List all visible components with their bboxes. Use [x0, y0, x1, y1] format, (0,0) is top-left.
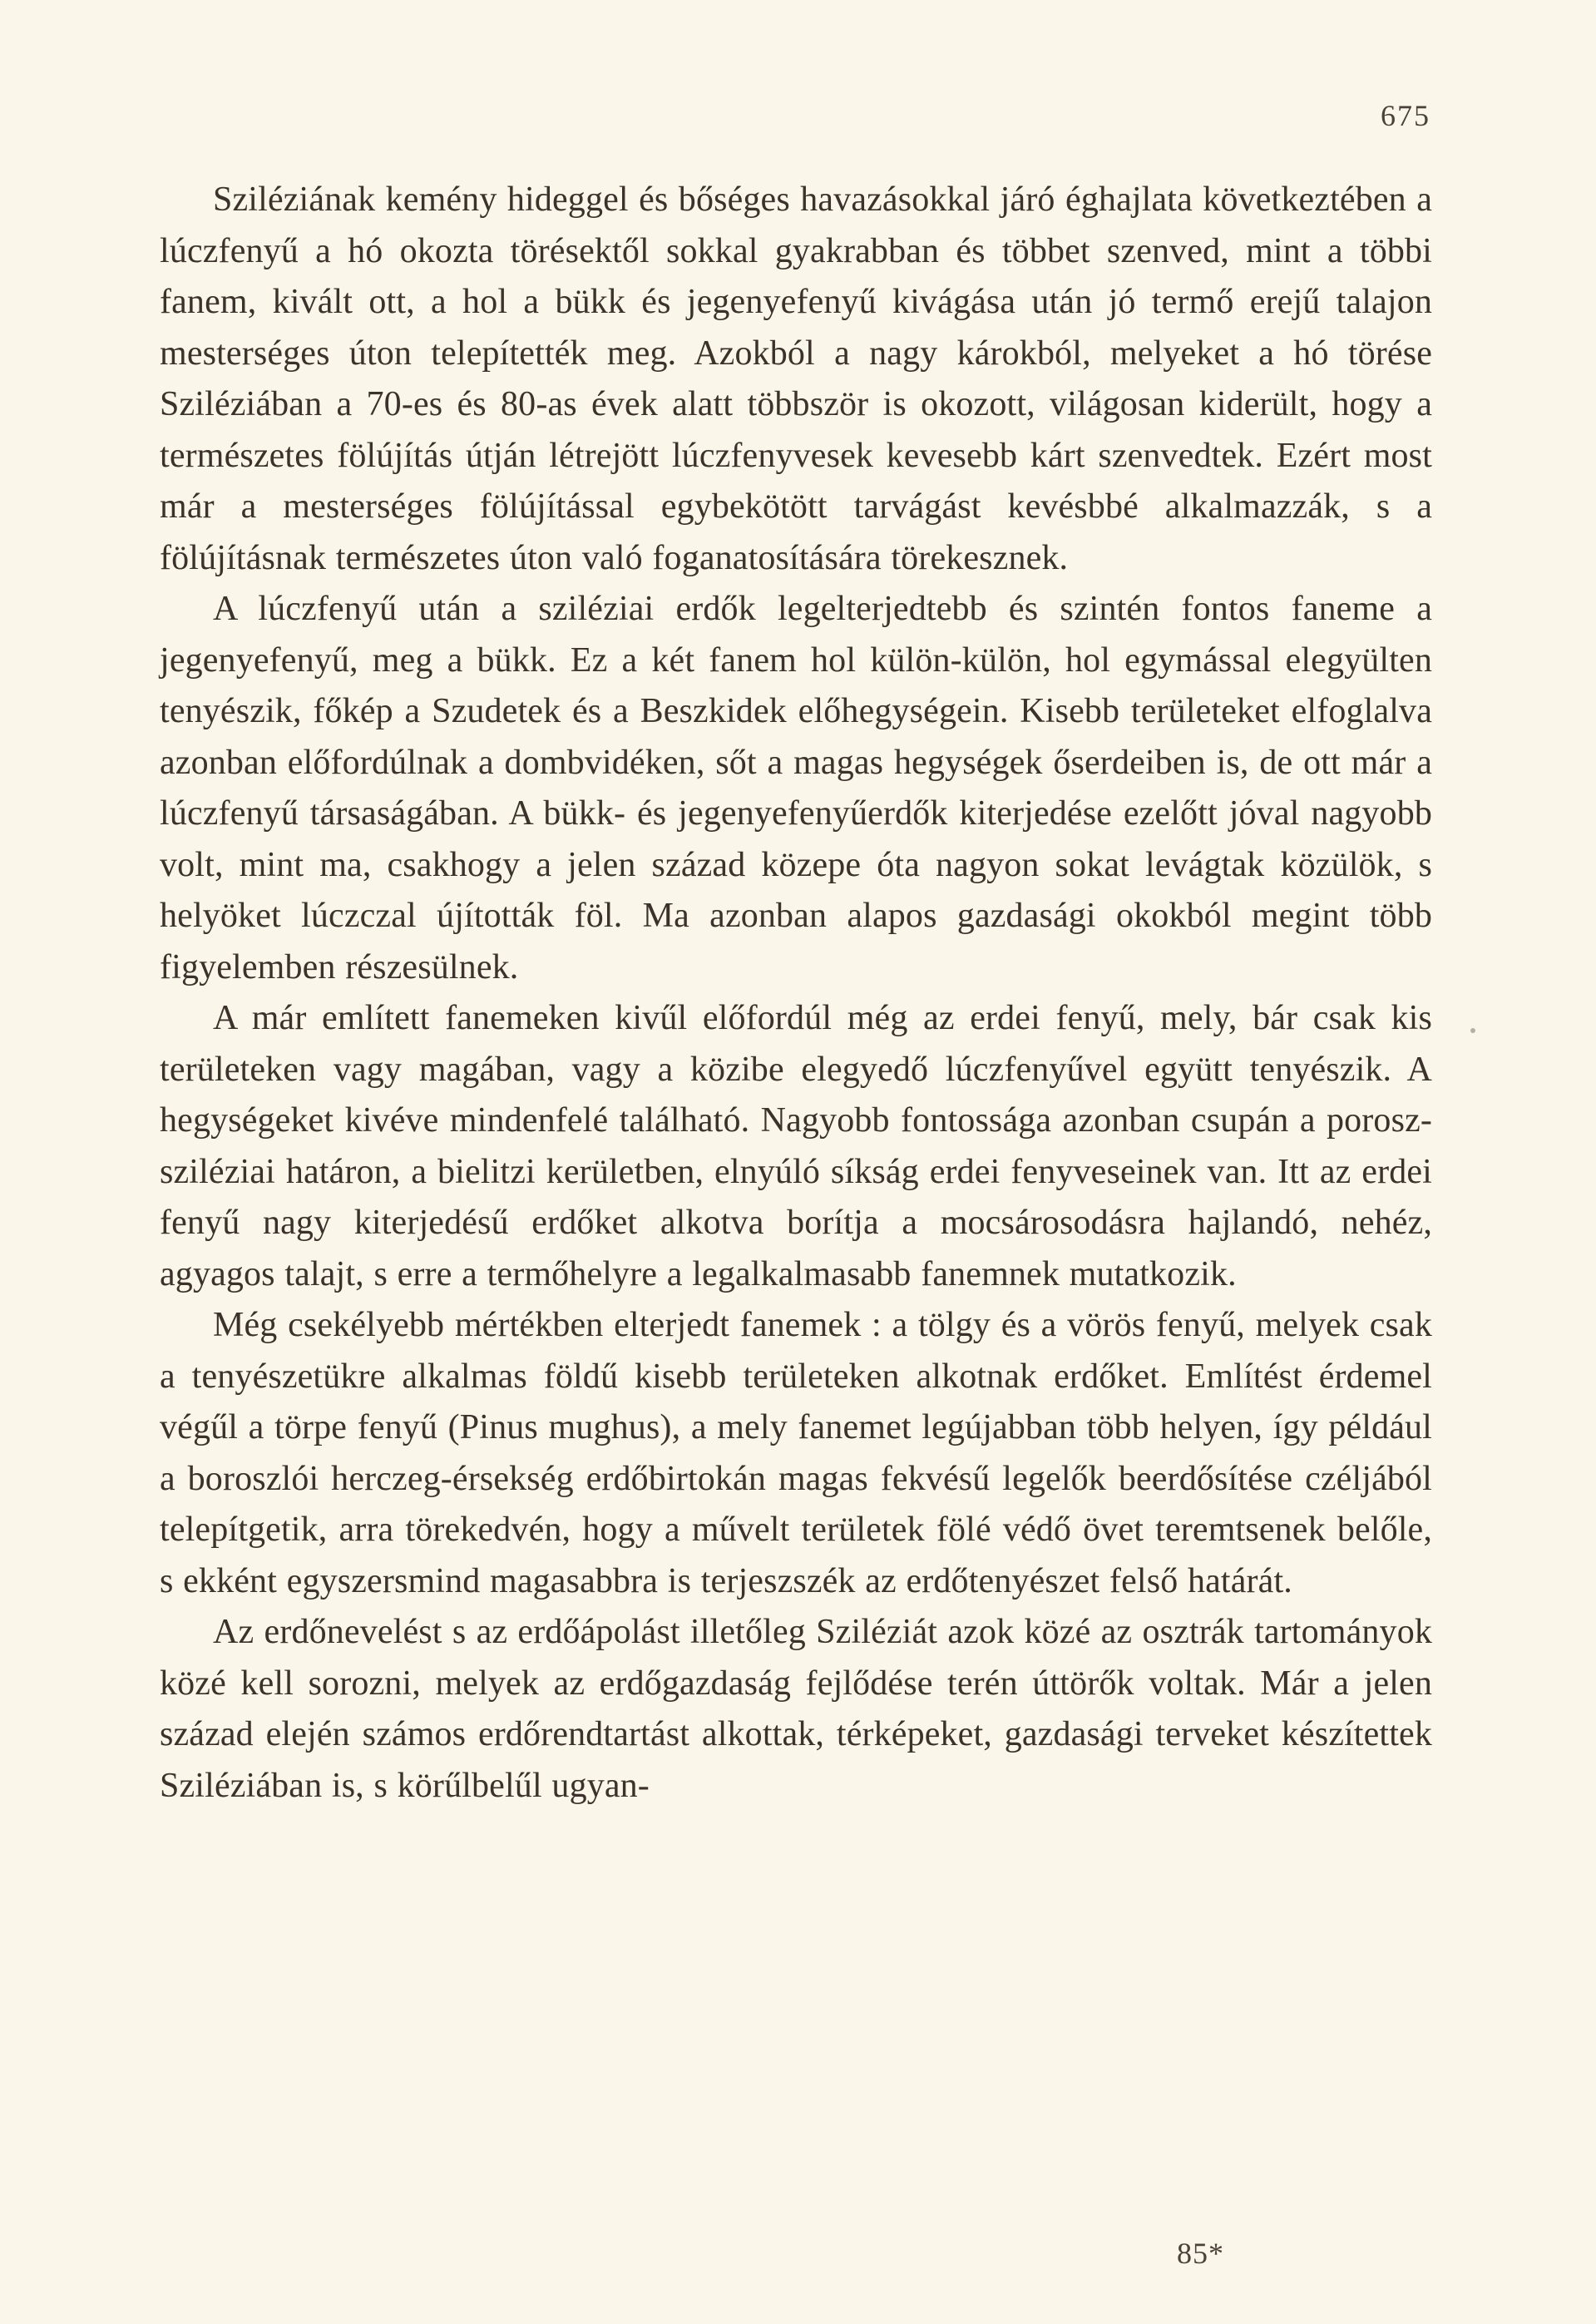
paragraph: A már említett fanemeken kivűl előfordúl még az erdei fenyű, mely, bár csak kis területeken vagy magában, vagy a közibe elegyedő lúczfenyűvel együtt tenyészik. A hegységeket kivéve mindenfelé található. Nagyobb fontossága azonban csupán a porosz-sziléziai határon, a bielitzi kerületben, elnyúló síkság erdei fenyveseinek van. Itt az erdei fenyű nagy kiterjedésű erdőket alkotva borítja a mocsárosodásra hajlandó, nehéz, agyagos talajt, s erre a termőhelyre a legalkalmasabb fanemnek mutatkozik.	[160, 999, 1432, 1293]
printer-signature-mark: 85*	[1177, 2237, 1224, 2270]
page-body	[160, 175, 1432, 1812]
paragraph: Még csekélyebb mértékben elterjedt fanemek : a tölgy és a vörös fenyű, melyek csak a tenyészetükre alkalmas földű kisebb területeken alkotnak erdőket. Említést érdemel végűl a törpe fenyű (Pinus mughus), a mely fanemet legújabban több helyen, így például a boroszlói herczeg-érsekség erdőbirtokán magas fekvésű legelők beerdősítése czéljából telepítgetik, arra törekedvén, hogy a művelt területek fölé védő övet teremtsenek belőle, s ekként egyszersmind magasabbra is terjeszszék az erdőtenyészet felső határát.	[160, 1306, 1432, 1600]
paragraph: A lúczfenyű után a sziléziai erdők legelterjedtebb és szintén fontos faneme a jegenyefenyű, meg a bükk. Ez a két fanem hol külön-külön, hol egymással elegyülten tenyészik, főkép a Szudetek és a Beszkidek előhegységein. Kisebb területeket elfoglalva azonban előfordúlnak a dombvidéken, sőt a magas hegységek őserdeiben is, de ott már a lúczfenyű társaságában. A bükk- és jegenyefenyűerdők kiterjedése ezelőtt jóval nagyobb volt, mint ma, csakhogy a jelen század közepe óta nagyon sokat levágtak közülök, s helyöket lúczczal újították föl. Ma azonban alapos gazdasági okokból megint több figyelemben részesülnek.	[160, 590, 1432, 986]
paragraph: Sziléziának kemény hideggel és bőséges havazásokkal járó éghajlata következtében a lúczfenyű a hó okozta törésektől sokkal gyakrabban és többet szenved, mint a többi fanem, kivált ott, a hol a bükk és jegenyefenyű kivágása után jó termő erejű talajon mesterséges úton telepítették meg. Azokból a nagy károkból, melyeket a hó törése Sziléziában a 70-es és 80-as évek alatt többször is okozott, világosan kiderült, hogy a természetes fölújítás útján létrejött lúczfenyvesek kevesebb kárt szenvedtek. Ezért most már a mesterséges fölújítással egybekötött tarvágást kevésbbé alkalmazzák, s a fölújításnak természetes úton való foganatosítására törekesznek.	[160, 180, 1432, 577]
paragraph: Az erdőnevelést s az erdőápolást illetőleg Sziléziát azok közé az osztrák tartományok közé kell sorozni, melyek az erdőgazdaság fejlődése terén úttörők voltak. Már a jelen század elején számos erdőrendtartást alkottak, térképeket, gazdasági terveket készítettek Sziléziában is, s körűlbelűl ugyan-	[160, 1613, 1432, 1805]
page-number: 675	[1381, 99, 1430, 132]
ink-speck	[1470, 1028, 1475, 1033]
